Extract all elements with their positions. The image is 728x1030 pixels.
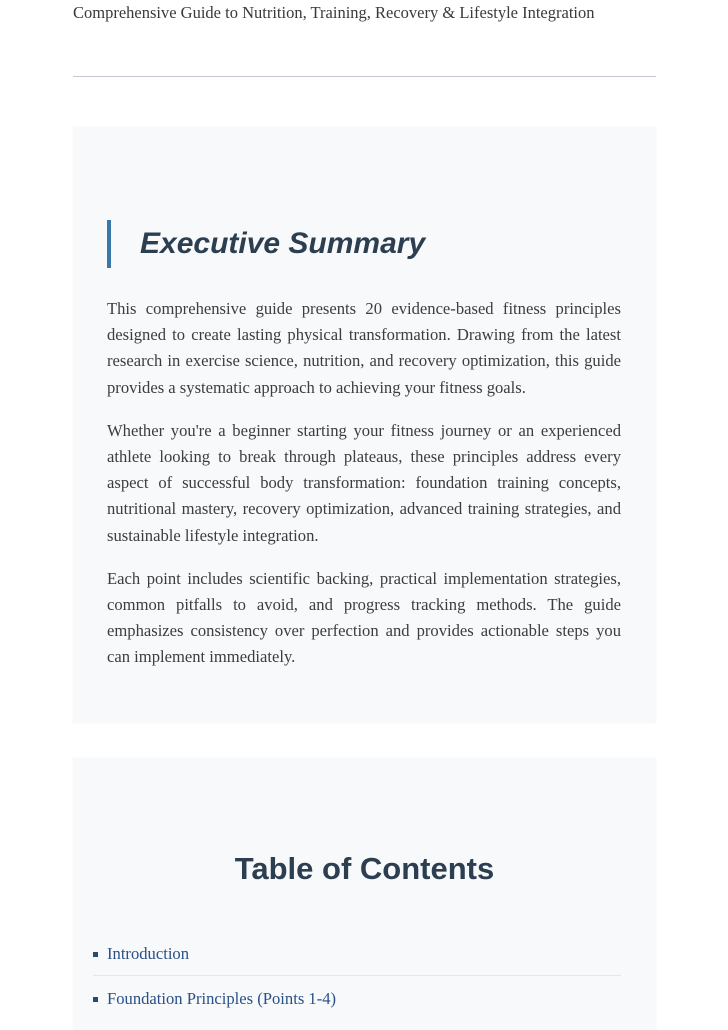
executive-summary-title: Executive Summary bbox=[140, 227, 426, 260]
document-subtitle: Comprehensive Guide to Nutrition, Training, Recovery & Lifestyle Integration bbox=[73, 3, 595, 22]
table-of-contents-section bbox=[73, 758, 656, 1030]
toc-link-foundation-principles[interactable]: Foundation Principles (Points 1-4) bbox=[107, 989, 337, 1008]
table-of-contents-title: Table of Contents bbox=[234, 851, 495, 886]
toc-item-foundation-principles bbox=[93, 977, 621, 1021]
toc-link-introduction[interactable]: Introduction bbox=[107, 943, 190, 963]
summary-paragraph-2: Whether you're a beginner starting your fitness journey or an experienced athlete looking to break through plateaus, these principles address every aspect of successful body transformation: foundation training concepts, nutritional mastery, recovery optimization, advanced training strategies, and sustainable lifestyle integration. bbox=[107, 420, 621, 545]
summary-paragraph-3: Each point includes scientific backing, practical implementation strategies, common pitfalls to avoid, and progress tracking methods. The guide emphasizes consistency over perfection and provides actionable steps you can implement immediately. bbox=[107, 568, 621, 667]
toc-list bbox=[93, 932, 621, 1022]
executive-summary-heading-block bbox=[107, 220, 425, 268]
header-divider bbox=[73, 76, 656, 77]
executive-summary-section bbox=[73, 127, 656, 723]
toc-item-introduction bbox=[93, 932, 621, 976]
square-bullet-icon bbox=[93, 952, 98, 957]
executive-summary-body bbox=[107, 296, 621, 688]
square-bullet-icon bbox=[93, 997, 98, 1002]
summary-paragraph-1: This comprehensive guide presents 20 evidence-based fitness principles designed to create lasting physical transformation. Drawing from the latest research in exercise science, nutrition, and recovery optimization, this guide provides a systematic approach to achieving your fitness goals. bbox=[107, 299, 621, 397]
